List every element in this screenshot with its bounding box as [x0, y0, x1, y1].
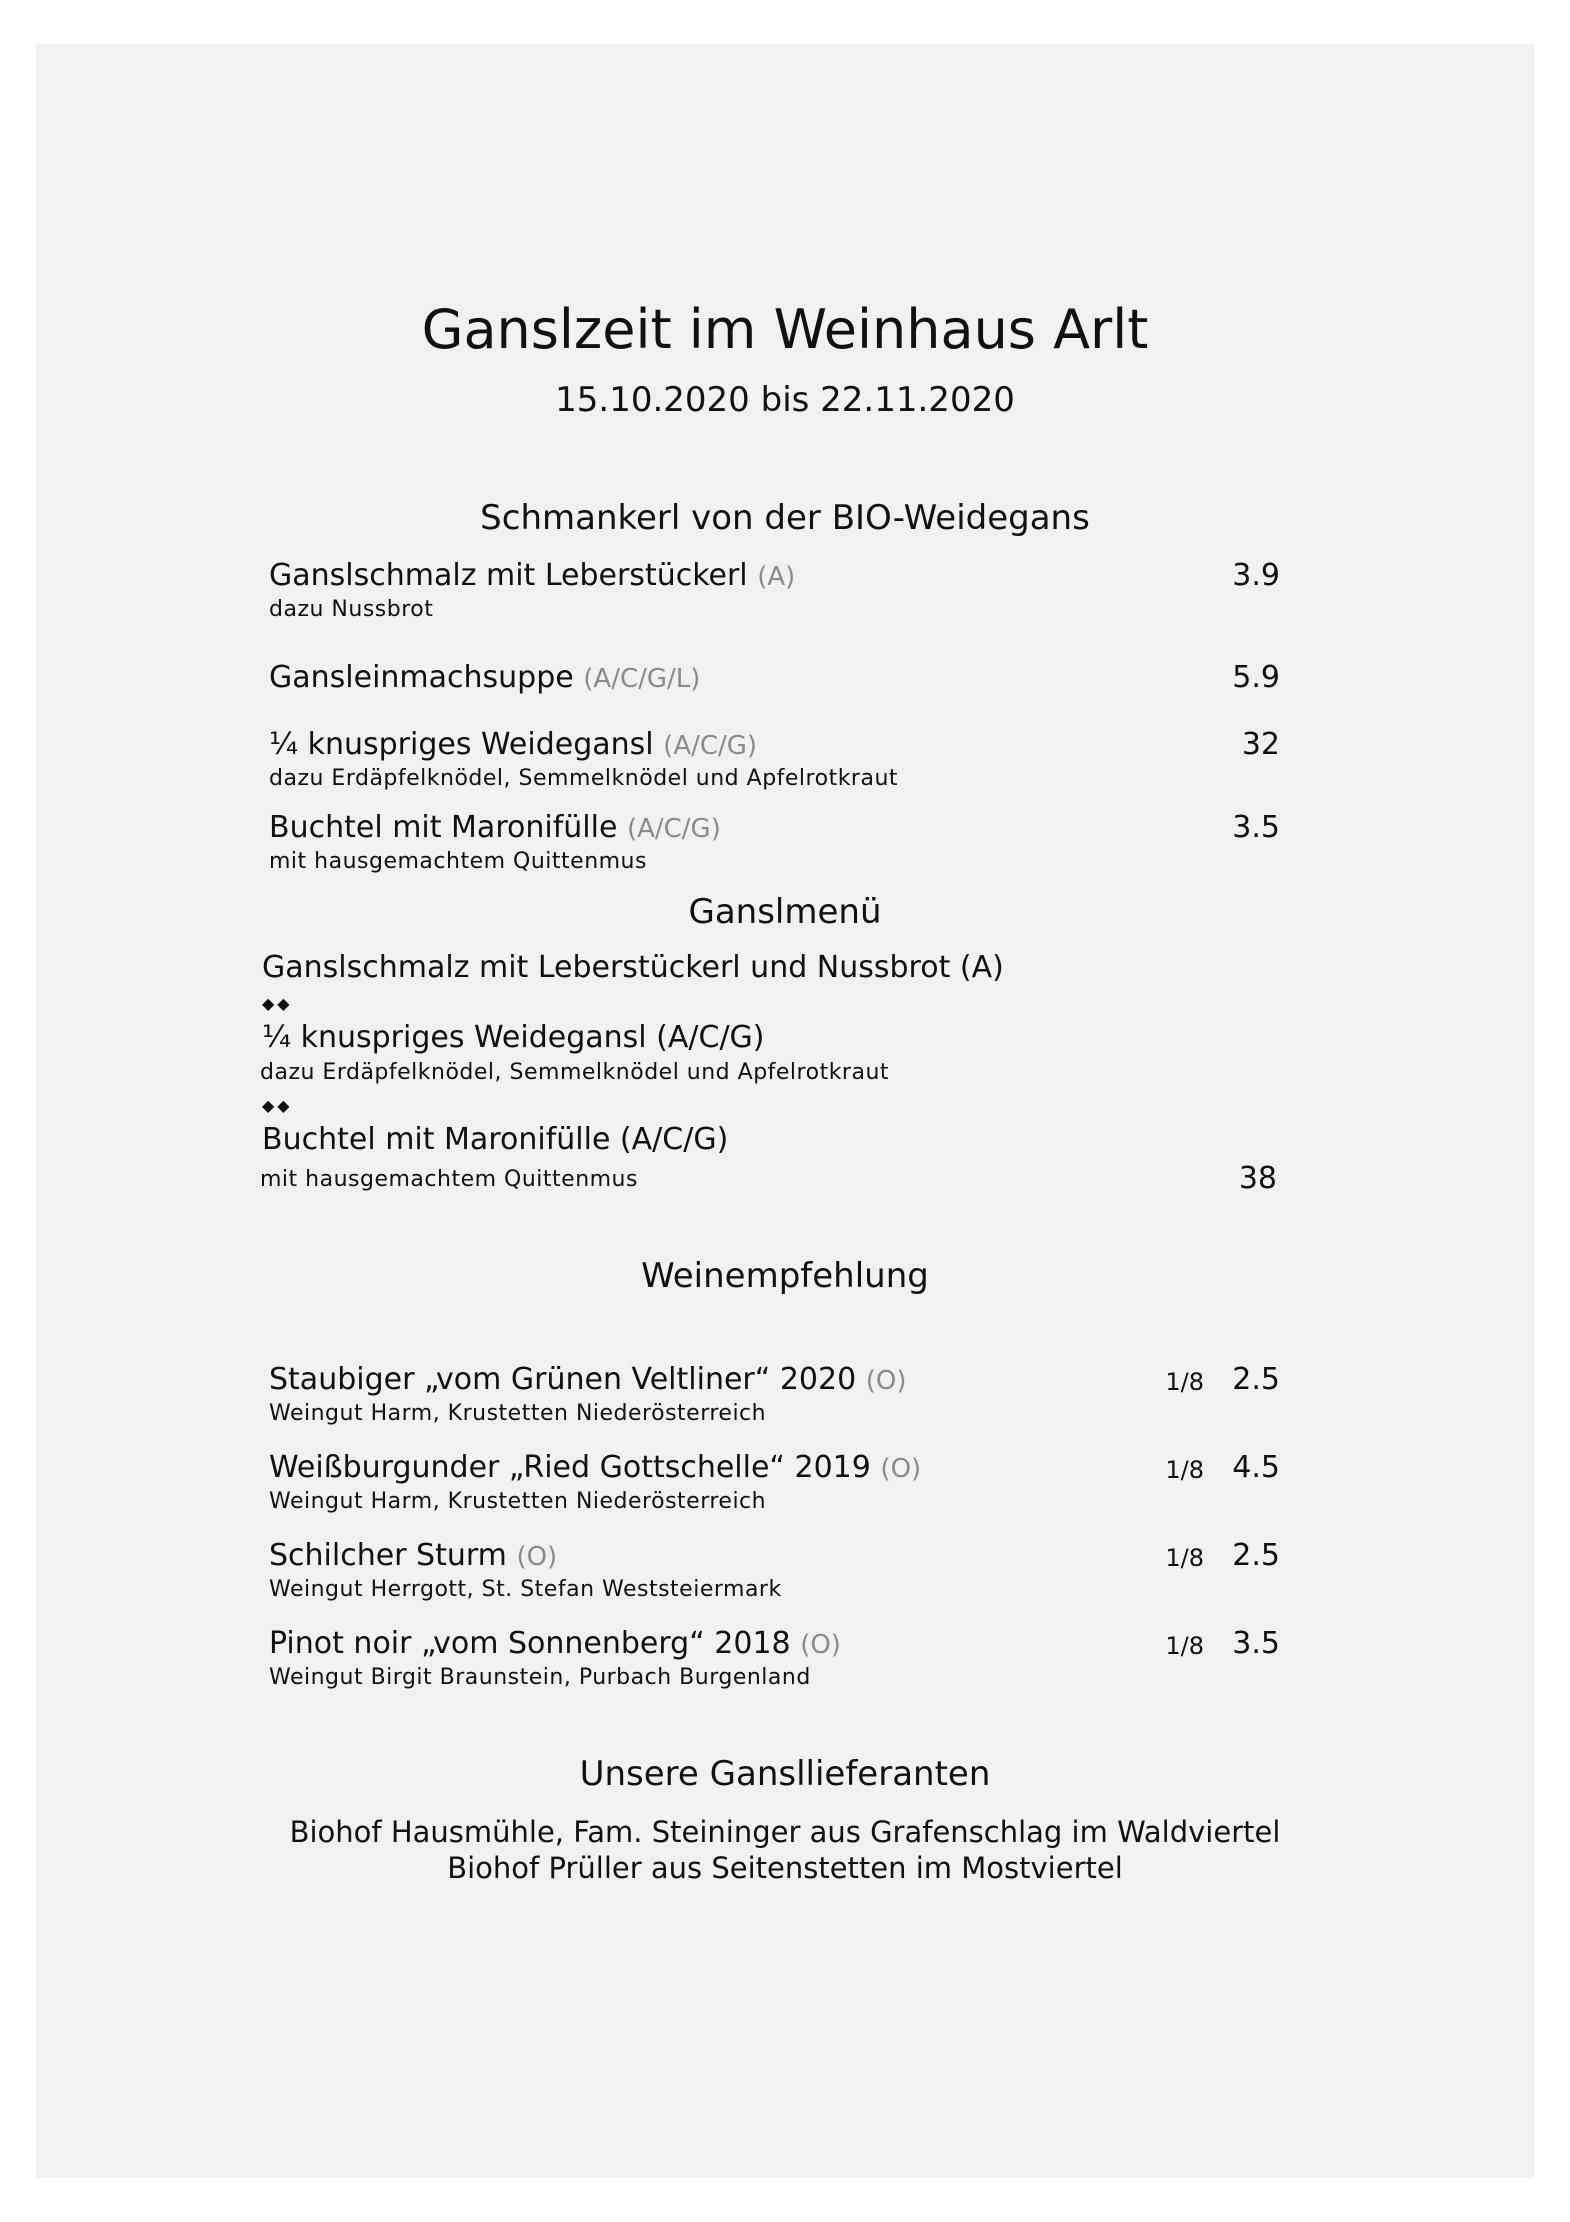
wine-serving-size: 1/8	[1165, 1456, 1204, 1484]
menu-course-2: ¼ knuspriges Weidegansl (A/C/G)	[262, 1020, 765, 1055]
menu-item-price: 3.5	[1232, 810, 1280, 845]
wine-item-name	[269, 1362, 907, 1397]
wine-price: 2.5	[1232, 1538, 1280, 1573]
course-separator: ◆◆	[262, 994, 293, 1013]
menu-item-price: 5.9	[1232, 660, 1280, 695]
item-name: Ganslschmalz mit Leberstückerl	[269, 558, 748, 593]
allergen-code: (A)	[757, 562, 796, 592]
wine-item-name	[269, 1538, 557, 1573]
menu-price: 38	[1238, 1161, 1277, 1196]
section-heading-suppliers: Unsere Gansllieferanten	[579, 1754, 991, 1794]
wine-price: 2.5	[1232, 1362, 1280, 1397]
supplier-line: Biohof Prüller aus Seitenstetten im Mostviertel	[447, 1851, 1123, 1885]
menu-course-2-description: dazu Erdäpfelknödel, Semmelknödel und Apfelrotkraut	[260, 1060, 890, 1085]
wine-item-name	[269, 1626, 841, 1661]
item-name: Staubiger „vom Grünen Veltliner“ 2020	[269, 1362, 857, 1397]
wine-item-name	[269, 1450, 921, 1485]
allergen-code: (O)	[865, 1366, 907, 1396]
menu-item-name	[269, 727, 757, 762]
menu-item-name	[269, 810, 721, 845]
wine-item-description: Weingut Harm, Krustetten Niederösterreich	[269, 1489, 767, 1514]
menu-course-3-description: mit hausgemachtem Quittenmus	[260, 1167, 638, 1192]
allergen-code: (A/C/G/L)	[583, 664, 701, 694]
menu-item-description: mit hausgemachtem Quittenmus	[269, 849, 647, 874]
menu-course-1: Ganslschmalz mit Leberstückerl und Nussbrot (A)	[262, 950, 1004, 985]
menu-item-description: dazu Erdäpfelknödel, Semmelknödel und Apfelrotkraut	[269, 766, 899, 791]
wine-item-description: Weingut Birgit Braunstein, Purbach Burgenland	[269, 1665, 811, 1690]
menu-item-name	[269, 660, 700, 695]
allergen-code: (A/C/G)	[626, 814, 721, 844]
section-heading-menu: Ganslmenü	[688, 892, 882, 932]
wine-price: 3.5	[1232, 1626, 1280, 1661]
course-separator: ◆◆	[262, 1096, 293, 1115]
section-heading-wine: Weinempfehlung	[641, 1256, 929, 1296]
allergen-code: (O)	[880, 1454, 922, 1484]
item-name: Schilcher Sturm	[269, 1538, 507, 1573]
page-title: Ganslzeit im Weinhaus Arlt	[421, 298, 1149, 361]
date-range: 15.10.2020 bis 22.11.2020	[555, 380, 1015, 420]
item-name: Weißburgunder „Ried Gottschelle“ 2019	[269, 1450, 871, 1485]
item-name: Pinot noir „vom Sonnenberg“ 2018	[269, 1626, 791, 1661]
allergen-code: (O)	[516, 1542, 558, 1572]
menu-item-description: dazu Nussbrot	[269, 597, 434, 622]
item-name: ¼ knuspriges Weidegansl	[269, 727, 654, 762]
wine-item-description: Weingut Herrgott, St. Stefan Weststeiermark	[269, 1577, 782, 1602]
section-heading-schmankerl: Schmankerl von der BIO-Weidegans	[480, 498, 1090, 538]
wine-serving-size: 1/8	[1165, 1544, 1204, 1572]
item-name: Gansleinmachsuppe	[269, 660, 574, 695]
wine-item-description: Weingut Harm, Krustetten Niederösterreich	[269, 1401, 767, 1426]
menu-item-name	[269, 558, 795, 593]
supplier-line: Biohof Hausmühle, Fam. Steininger aus Grafenschlag im Waldviertel	[289, 1815, 1281, 1849]
allergen-code: (O)	[800, 1630, 841, 1660]
wine-serving-size: 1/8	[1165, 1632, 1204, 1660]
wine-price: 4.5	[1232, 1450, 1280, 1485]
menu-item-price: 3.9	[1232, 558, 1280, 593]
menu-item-price: 32	[1241, 727, 1280, 762]
wine-serving-size: 1/8	[1165, 1368, 1204, 1396]
item-name: Buchtel mit Maronifülle	[269, 810, 618, 845]
menu-course-3: Buchtel mit Maronifülle (A/C/G)	[262, 1122, 729, 1157]
allergen-code: (A/C/G)	[663, 731, 758, 761]
